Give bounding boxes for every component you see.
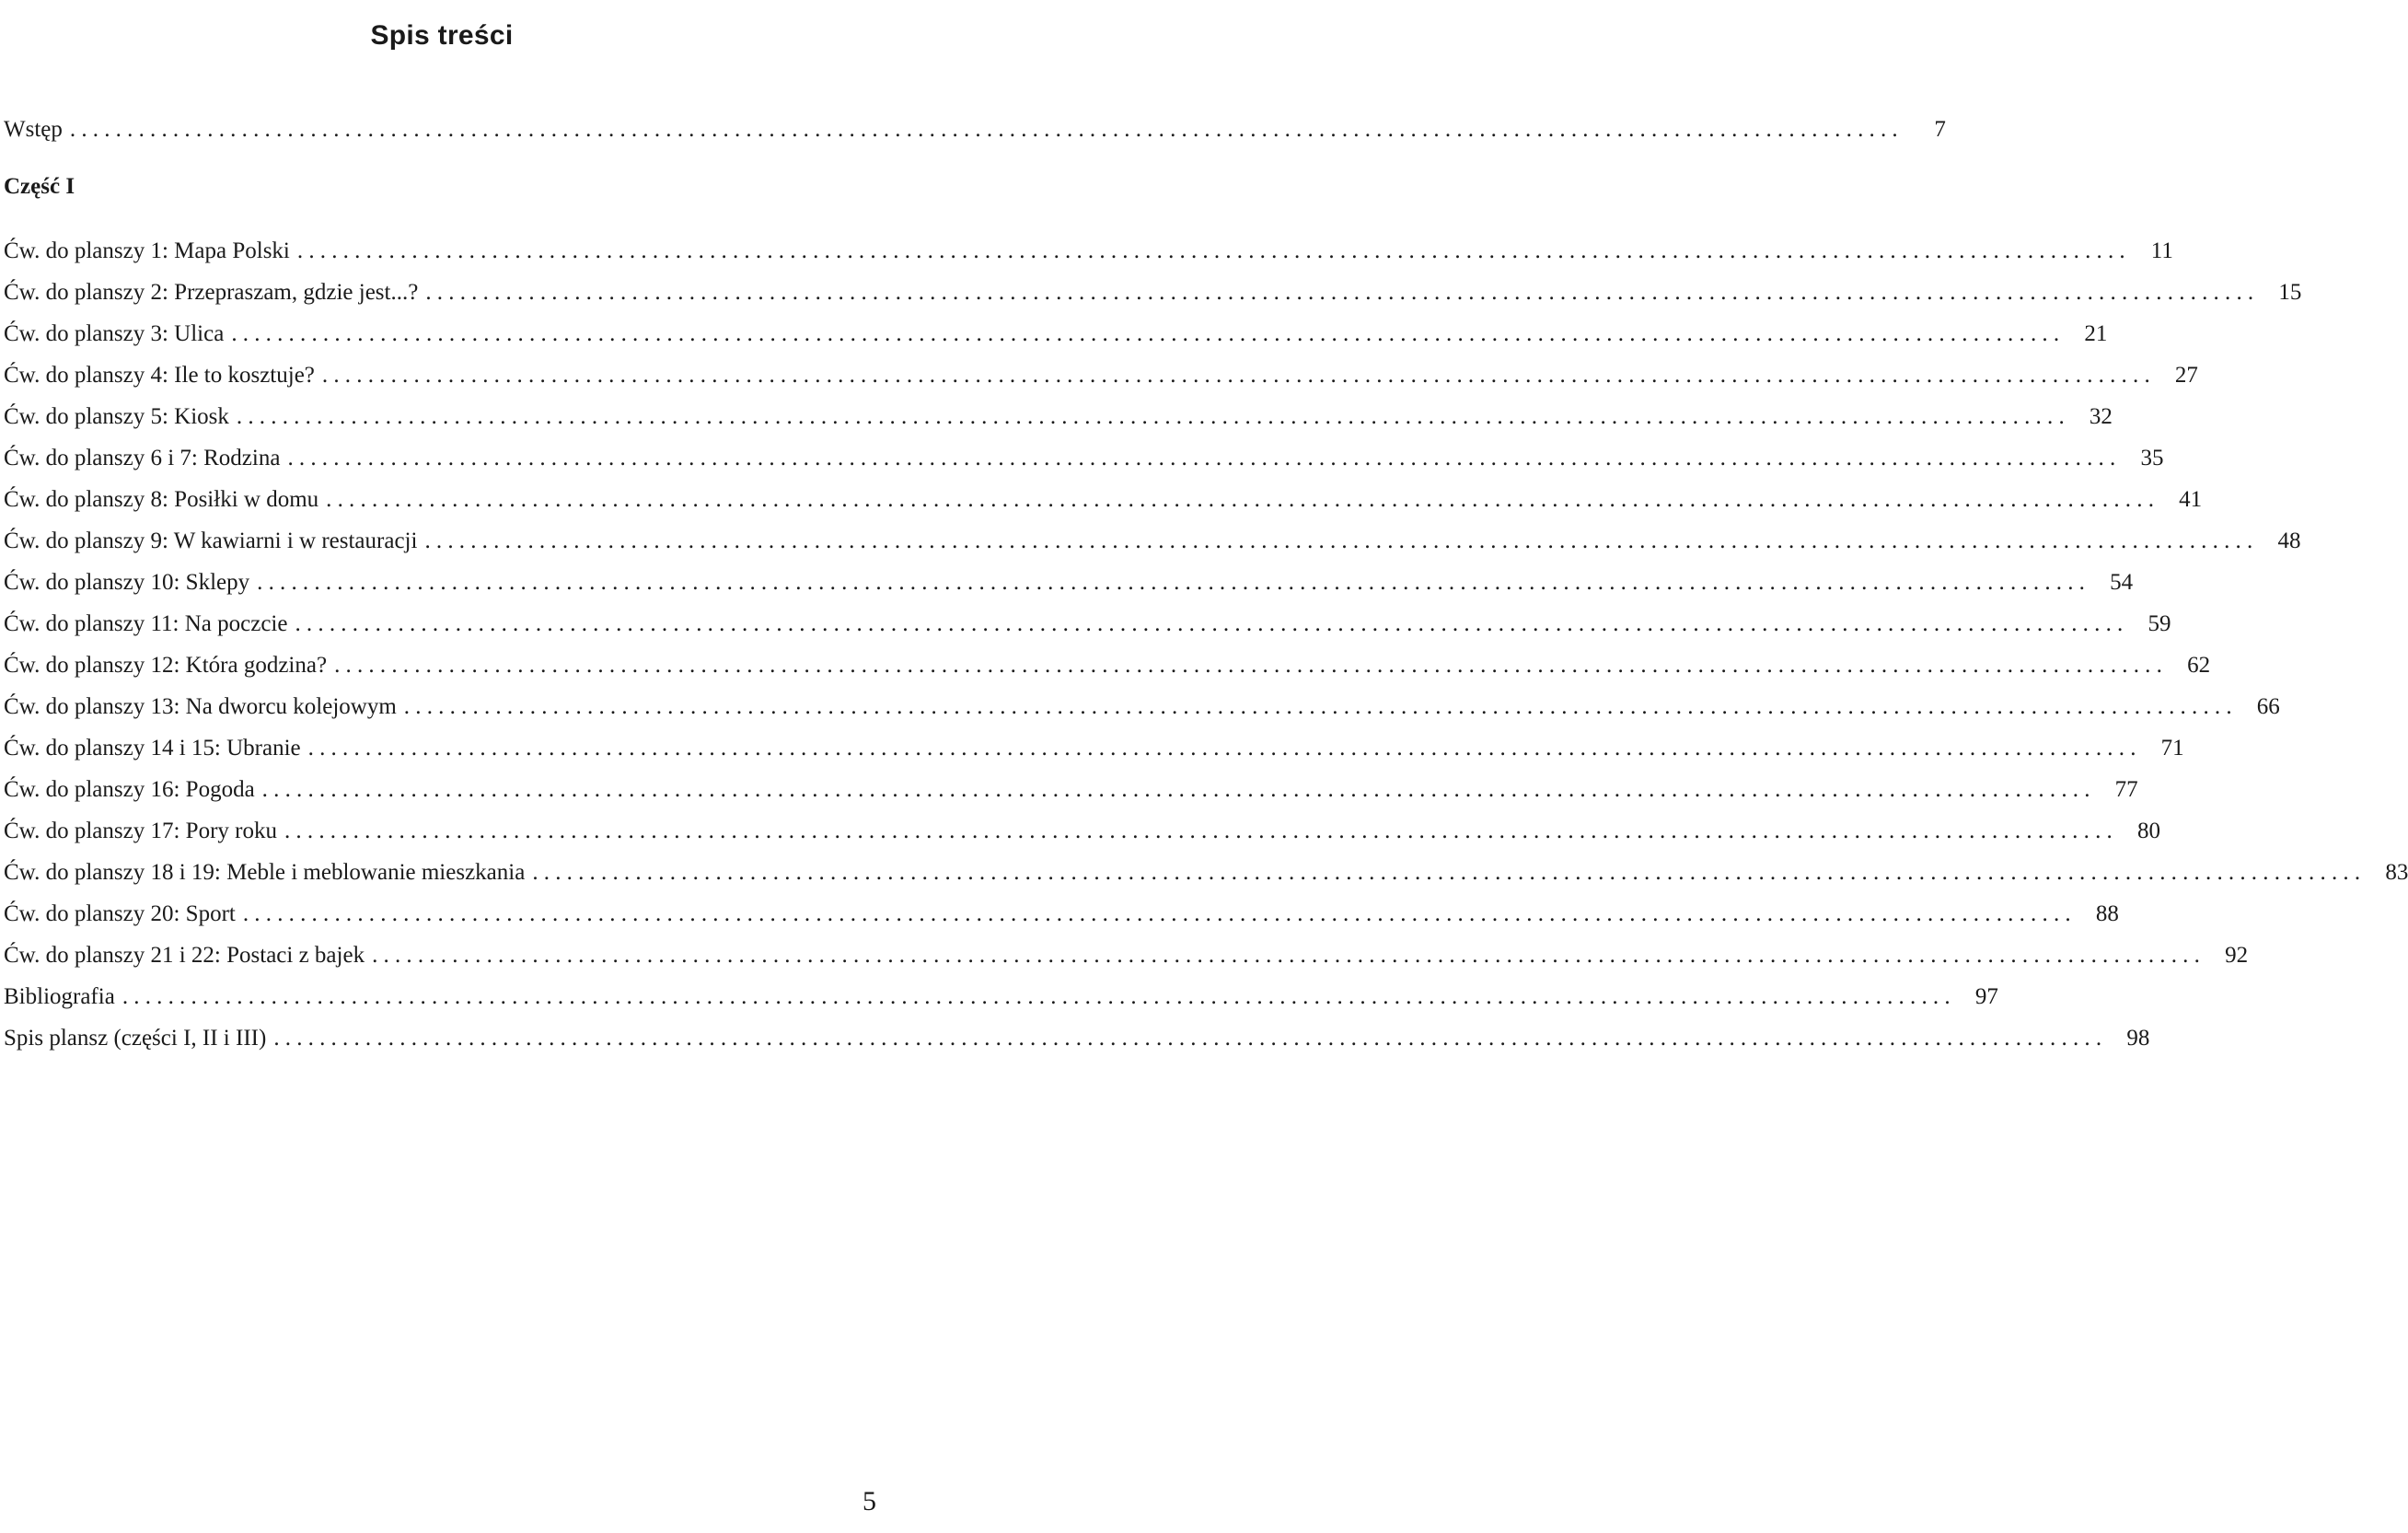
toc-entry-page: 83 — [2385, 860, 2408, 885]
toc-entry-page: 88 — [2095, 901, 2119, 926]
dot-leader: ................................................................................................................................................................ — [287, 446, 2122, 470]
toc-entry — [4, 313, 2108, 354]
toc-entry — [4, 603, 2171, 645]
toc-entry-page: 66 — [2256, 694, 2280, 719]
dot-leader: ................................................................................................................................................................ — [424, 528, 2259, 553]
toc-entry — [4, 976, 1998, 1017]
toc-entry-label: Ćw. do planszy 1: Mapa Polski — [4, 238, 290, 263]
toc-entry-page: 92 — [2225, 943, 2249, 968]
toc-entry — [4, 272, 2302, 313]
toc-entry — [4, 852, 2408, 893]
toc-entry-page: 62 — [2187, 653, 2211, 678]
toc-entry-page: 54 — [2110, 570, 2134, 595]
toc-entry-label: Ćw. do planszy 3: Ulica — [4, 321, 225, 346]
page-number: 5 — [862, 1486, 876, 1516]
toc-entry-label: Ćw. do planszy 5: Kiosk — [4, 404, 229, 429]
toc-entry-label: Bibliografia — [4, 984, 115, 1009]
toc-entry — [4, 230, 2173, 272]
dot-leader: ................................................................................................................................................................ — [69, 117, 1904, 142]
page-title: Spis treści — [370, 20, 514, 52]
dot-leader: ................................................................................................................................................................ — [236, 404, 2070, 429]
toc-entry-label: Ćw. do planszy 13: Na dworcu kolejowym — [4, 694, 397, 719]
dot-leader: ................................................................................................................................................................ — [326, 487, 2160, 512]
toc-entry — [4, 479, 2203, 520]
dot-leader: ................................................................................................................................................................ — [403, 694, 2238, 719]
toc-entry-label: Spis plansz (części I, II i III) — [4, 1026, 267, 1051]
dot-leader: ................................................................................................................................................................ — [307, 736, 2142, 761]
toc-entry — [4, 893, 2119, 935]
toc-entry-page: 32 — [2089, 404, 2113, 429]
toc-entry-label: Ćw. do planszy 10: Sklepy — [4, 570, 250, 595]
toc-entry-label: Wstęp — [4, 117, 63, 142]
dot-leader: ................................................................................................................................................................ — [425, 280, 2260, 305]
toc-entry-label: Ćw. do planszy 17: Pory roku — [4, 819, 277, 843]
toc-entry — [4, 727, 2184, 769]
toc-entry — [4, 396, 2113, 437]
dot-leader: ................................................................................................................................................................ — [334, 653, 2169, 678]
toc-entry — [4, 686, 2280, 727]
toc-entry — [4, 1017, 2150, 1059]
toc-entry-page: 48 — [2277, 528, 2301, 553]
toc-entry-page: 71 — [2160, 736, 2184, 761]
toc-entry-label: Ćw. do planszy 12: Która godzina? — [4, 653, 328, 678]
toc-entry-page: 41 — [2179, 487, 2203, 512]
dot-leader: ................................................................................................................................................................ — [296, 238, 2131, 263]
toc-entry — [4, 769, 2138, 810]
toc-entry-label: Ćw. do planszy 4: Ile to kosztuje? — [4, 363, 315, 388]
toc-entry-label: Ćw. do planszy 20: Sport — [4, 901, 236, 926]
toc-entry-page: 77 — [2114, 777, 2138, 802]
toc-entry-page: 97 — [1974, 984, 1998, 1009]
toc-entry-label: Ćw. do planszy 8: Posiłki w domu — [4, 487, 319, 512]
toc-entry-label: Ćw. do planszy 14 i 15: Ubranie — [4, 736, 301, 761]
toc-entry-intro — [4, 109, 1946, 150]
toc-entry-label: Ćw. do planszy 11: Na poczcie — [4, 611, 288, 636]
toc-entry-page: 35 — [2140, 446, 2164, 470]
dot-leader: ................................................................................................................................................................ — [295, 611, 2129, 636]
section-heading: Część I — [4, 174, 75, 199]
dot-leader: ................................................................................................................................................................ — [257, 570, 2091, 595]
toc-entry-label: Ćw. do planszy 9: W kawiarni i w restauracji — [4, 528, 418, 553]
dot-leader: ................................................................................................................................................................ — [372, 943, 2206, 968]
toc-entry — [4, 520, 2301, 562]
toc-entry — [4, 810, 2160, 852]
toc-entry-label: Ćw. do planszy 21 i 22: Postaci z bajek — [4, 943, 365, 968]
toc-entry-page: 21 — [2084, 321, 2108, 346]
toc-entry-page: 7 — [1934, 117, 1946, 142]
toc-entry-label: Ćw. do planszy 2: Przepraszam, gdzie jest...? — [4, 280, 419, 305]
toc-entry-page: 98 — [2126, 1026, 2150, 1051]
toc-entry-page: 59 — [2148, 611, 2171, 636]
toc-entry-page: 11 — [2150, 238, 2173, 263]
toc-entry-label: Ćw. do planszy 6 i 7: Rodzina — [4, 446, 281, 470]
toc-entry — [4, 354, 2198, 396]
dot-leader: ................................................................................................................................................................ — [231, 321, 2066, 346]
table-of-contents — [4, 109, 2408, 1059]
toc-entry-page: 27 — [2174, 363, 2198, 388]
dot-leader: ................................................................................................................................................................ — [273, 1026, 2108, 1051]
toc-entry-page: 80 — [2136, 819, 2160, 843]
toc-entry-page: 15 — [2278, 280, 2302, 305]
dot-leader: ................................................................................................................................................................ — [321, 363, 2156, 388]
dot-leader: ................................................................................................................................................................ — [532, 860, 2367, 885]
dot-leader: ................................................................................................................................................................ — [122, 984, 1956, 1009]
toc-entry — [4, 935, 2249, 976]
toc-entries — [4, 230, 2408, 1059]
dot-leader: ................................................................................................................................................................ — [261, 777, 2096, 802]
dot-leader: ................................................................................................................................................................ — [242, 901, 2077, 926]
toc-entry — [4, 437, 2164, 479]
toc-entry-label: Ćw. do planszy 18 i 19: Meble i meblowanie mieszkania — [4, 860, 526, 885]
toc-entry-label: Ćw. do planszy 16: Pogoda — [4, 777, 255, 802]
toc-entry — [4, 562, 2134, 603]
toc-entry — [4, 645, 2211, 686]
dot-leader: ................................................................................................................................................................ — [284, 819, 2118, 843]
